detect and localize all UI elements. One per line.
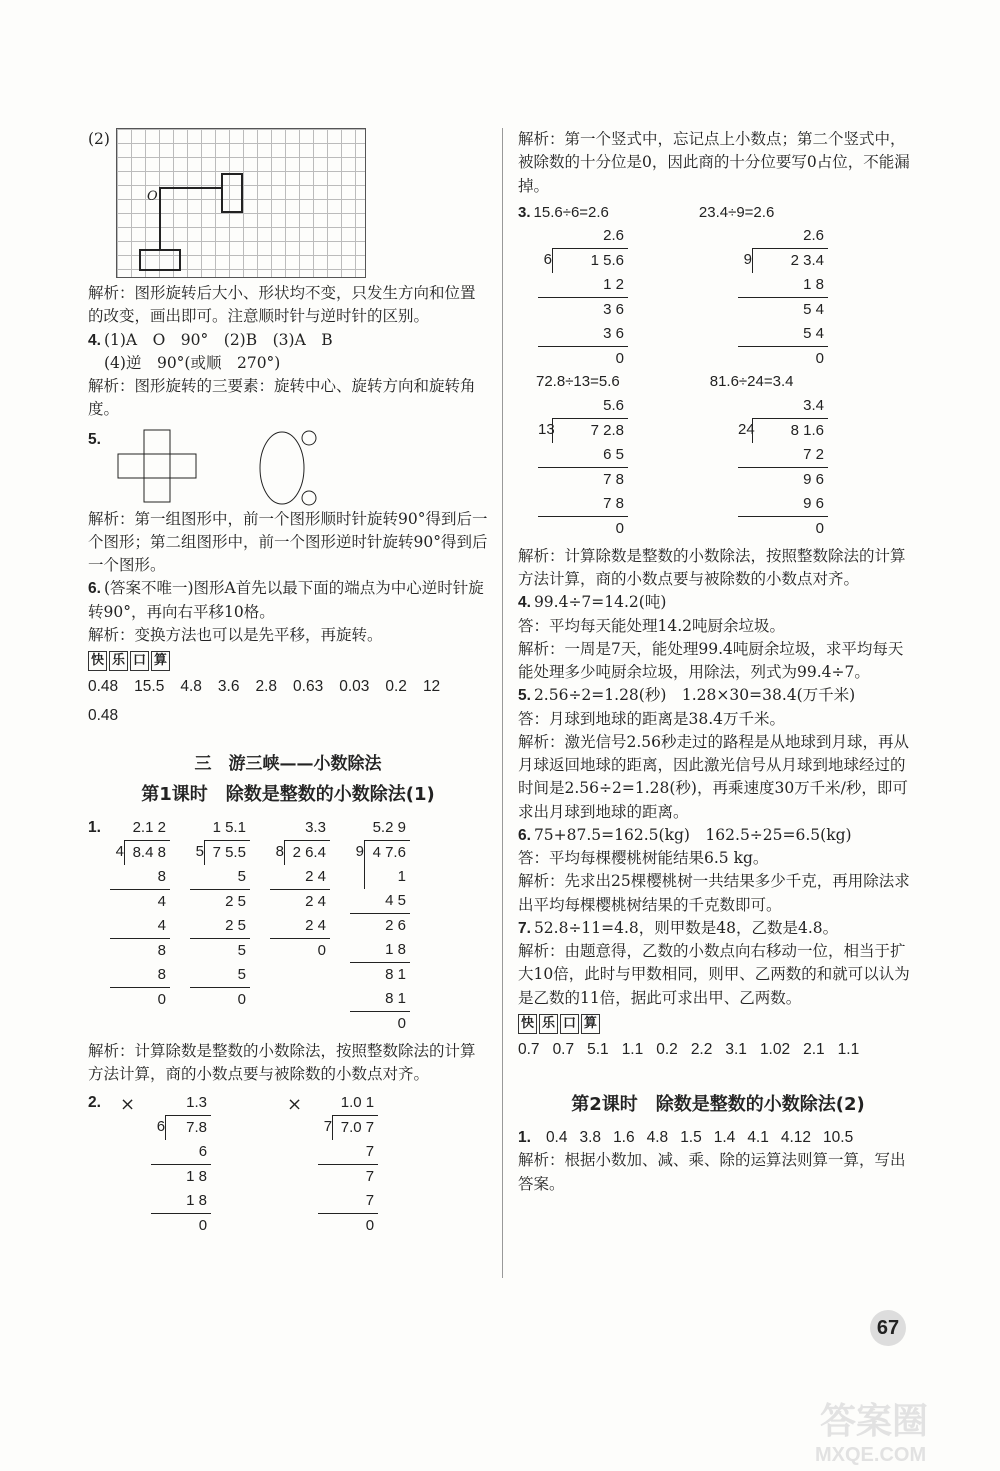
mental-math-badge xyxy=(88,651,488,671)
division-step: 7 xyxy=(318,1140,378,1165)
q3-number: 3. xyxy=(518,203,531,221)
long-division xyxy=(318,1091,378,1238)
badge-char: 算 xyxy=(151,651,170,671)
mental-value: 0.2 xyxy=(656,1040,678,1058)
q5-block xyxy=(88,428,488,508)
dividend: 7 2.8 xyxy=(552,418,628,443)
cross-mark: × xyxy=(119,1093,136,1115)
division-step: 8 1 xyxy=(350,987,410,1012)
answer-analysis-r4: 解析：一周是7天，能处理99.4吨厨余垃圾，求平均每天能处理多少吨厨余垃圾，用除法，列式为99.4÷7。 xyxy=(518,639,904,681)
answer-analysis-2: 解析：图形旋转后大小、形状均不变，只发生方向和位置的改变，画出即可。注意顺时针与逆时针的区别。 xyxy=(88,284,476,326)
lesson2-analysis: 解析：根据小数加、减、乘、除的运算法则算一算，写出答案。 xyxy=(518,1151,906,1193)
long-division xyxy=(110,816,170,1036)
division-step: 2 5 xyxy=(190,914,250,939)
division-step: 0 xyxy=(157,991,166,1008)
q5-number: 5. xyxy=(518,687,531,705)
q4-text: 99.4÷7=14.2(吨) xyxy=(533,593,667,612)
division-group xyxy=(518,224,918,371)
long-division xyxy=(151,1091,211,1238)
division-step: 4 xyxy=(110,914,170,939)
division-step: 8 xyxy=(157,942,166,959)
division-row xyxy=(738,418,828,443)
mental-value: 0.7 xyxy=(518,1040,540,1058)
dividend: 2 6.4 xyxy=(284,840,330,865)
q4-line2: (4)逆 90°(或顺 270°) xyxy=(104,353,281,372)
mental-math-row xyxy=(88,675,488,698)
long-division xyxy=(538,394,628,541)
r-q6 xyxy=(518,824,918,847)
division-step: 0 xyxy=(198,1216,208,1234)
mental-value: 2.1 xyxy=(803,1040,825,1058)
division-step: 5 xyxy=(190,963,250,988)
division-step: 5 4 xyxy=(738,322,828,347)
badge-char: 快 xyxy=(88,651,107,671)
answer-analysis-5: 解析：第一组图形中，前一个图形顺时针旋转90°得到后一个图形；第二组图形中，前一个图形逆时针旋转90°得到后一个图形。 xyxy=(88,509,488,574)
division-step: 1 2 xyxy=(538,273,628,298)
mental-math-row-r xyxy=(518,1038,918,1061)
divisor: 7 xyxy=(323,1117,333,1135)
q6-text: 75+87.5=162.5(kg) 162.5÷25=6.5(kg) xyxy=(533,825,852,844)
answer-analysis-4: 解析：图形旋转的三要素：旋转中心、旋转方向和旋转角度。 xyxy=(88,377,476,419)
division-step: 1 8 xyxy=(738,273,828,298)
division-row xyxy=(270,840,330,865)
mental-value: 0.03 xyxy=(339,678,370,695)
division-group xyxy=(318,1091,378,1238)
division-step: 0 xyxy=(365,1216,375,1234)
division-step: 9 6 xyxy=(738,492,828,517)
answer-analysis-6: 解析：变换方法也可以是先平移，再旋转。 xyxy=(88,625,383,644)
divisor: 24 xyxy=(738,420,755,438)
badge-char: 口 xyxy=(130,651,149,671)
mental-value: 3.6 xyxy=(217,678,240,695)
l2-value: 3.8 xyxy=(579,1129,602,1146)
unit-title: 三 游三峡——小数除法 xyxy=(194,753,382,774)
lesson1-title: 第1课时 除数是整数的小数除法(1) xyxy=(141,784,435,805)
q6-number: 6. xyxy=(88,580,101,598)
rotation-grid xyxy=(116,128,366,278)
division-row xyxy=(110,840,170,865)
quotient: 2.6 xyxy=(603,227,624,245)
mental-value: 12 xyxy=(422,678,441,695)
division-step: 1 8 xyxy=(350,938,410,963)
division-step: 3 6 xyxy=(538,322,628,347)
equation: 81.6÷24=3.4 xyxy=(709,373,794,391)
division-step: 6 xyxy=(151,1140,211,1165)
division-step: 2 4 xyxy=(270,865,330,890)
l2-value: 4.12 xyxy=(780,1129,812,1146)
q2-grid-block xyxy=(88,128,488,278)
grid-segment-v xyxy=(159,187,161,249)
division-step: 9 6 xyxy=(803,470,824,488)
division-step: 1 8 xyxy=(186,1167,208,1185)
division-step: 0 xyxy=(815,519,824,537)
badge-char: 乐 xyxy=(539,1014,558,1034)
division-step: 1 8 xyxy=(151,1189,211,1214)
right-column xyxy=(518,128,918,1196)
cross-mark: × xyxy=(287,1093,303,1115)
q5-text: 2.56÷2=1.28(秒) 1.28×30=38.4(万千米) xyxy=(533,686,856,705)
r-ans6: 答：平均每棵樱桃树能结果6.5 kg。 xyxy=(518,849,769,867)
quotient: 3.4 xyxy=(803,396,824,414)
division-step: 2 4 xyxy=(305,893,326,910)
division-step: 2 5 xyxy=(225,893,246,910)
division-step: 8 1 xyxy=(385,966,406,983)
division-step: 0 xyxy=(815,350,824,368)
dividend: 7.0 7 xyxy=(332,1115,378,1140)
division-step: 7 8 xyxy=(538,492,628,517)
q6 xyxy=(88,577,488,624)
quotient: 3.3 xyxy=(305,819,326,836)
q3-equations-1 xyxy=(518,202,918,225)
l2-value: 0.4 xyxy=(545,1129,568,1146)
answer-analysis-r3: 解析：计算除数是整数的小数除法，按照整数除法的计算方法计算，商的小数点要与被除数的小数点对齐。 xyxy=(518,546,906,588)
l2-value: 1.6 xyxy=(613,1129,635,1146)
watermark-url: MXQE.COM xyxy=(815,1444,927,1466)
q5-shapes xyxy=(114,428,414,508)
division-step: 7 8 xyxy=(603,470,624,488)
mental-value: 2.2 xyxy=(690,1040,713,1058)
r-q5 xyxy=(518,684,918,707)
grid-rect-b xyxy=(139,249,181,271)
grid-origin-label: O xyxy=(146,189,158,204)
division-row xyxy=(350,840,410,889)
mental-value: 3.1 xyxy=(725,1040,747,1058)
mental-math-badge xyxy=(518,1014,918,1034)
division-step: 2 6 xyxy=(385,917,406,934)
division-step: 6 5 xyxy=(538,443,628,468)
q7-text: 52.8÷11=4.8，则甲数是48，乙数是4.8。 xyxy=(533,918,839,937)
equation: 23.4÷9=2.6 xyxy=(698,203,775,221)
divisor: 9 xyxy=(743,251,752,269)
long-division xyxy=(538,224,628,371)
lesson2-title: 第2课时 除数是整数的小数除法(2) xyxy=(571,1094,865,1115)
division-step: 0 xyxy=(397,1015,406,1032)
mental-value: 1.02 xyxy=(759,1040,791,1058)
q2-label: (2) xyxy=(88,130,110,148)
division-row xyxy=(538,418,628,443)
q1-number: 1. xyxy=(88,819,101,836)
division-step: 4 5 xyxy=(350,889,410,914)
q1-divisions xyxy=(88,816,488,1036)
badge-char: 快 xyxy=(518,1014,537,1034)
l2-value: 1.5 xyxy=(680,1129,702,1146)
division-group xyxy=(151,1091,211,1238)
column-divider xyxy=(502,128,503,1278)
answer-analysis-1: 解析：计算除数是整数的小数除法，按照整数除法的计算方法计算，商的小数点要与被除数的小数点对齐。 xyxy=(88,1042,476,1084)
grid-rect-a xyxy=(221,173,243,213)
mental-value: 4.8 xyxy=(180,678,202,695)
q4-text1: (1)A O 90° (2)B (3)A B xyxy=(103,330,333,349)
l2-value: 1.4 xyxy=(713,1129,736,1146)
mental-value: 0.48 xyxy=(88,678,119,695)
division-row xyxy=(538,248,628,273)
division-step: 0 xyxy=(317,942,326,959)
q6-number: 6. xyxy=(518,826,531,844)
division-step: 7 2 xyxy=(738,443,828,468)
quotient: 1.3 xyxy=(186,1093,208,1111)
long-division xyxy=(738,224,828,371)
r-ans4: 答：平均每天能处理14.2吨厨余垃圾。 xyxy=(518,616,786,635)
division-group xyxy=(110,816,410,1036)
division-step: 0 xyxy=(615,519,624,537)
divisor: 13 xyxy=(538,420,555,438)
quotient: 1 5.1 xyxy=(212,819,246,836)
division-step: 8 xyxy=(110,865,170,890)
division-row xyxy=(151,1115,211,1140)
q4-number: 4. xyxy=(88,331,101,349)
answer-analysis-r6: 解析：先求出25棵樱桃树一共结果多少千克，再用除法求出平均每棵樱桃树结果的千克数即可。 xyxy=(518,872,910,914)
equation: 15.6÷6=2.6 xyxy=(533,203,609,221)
dividend: 4 7.6 1 xyxy=(364,840,410,889)
long-division xyxy=(270,816,330,1036)
quotient: 2.1 2 xyxy=(132,819,166,836)
dividend: 1 5.6 xyxy=(552,248,628,273)
lesson2-q1 xyxy=(518,1126,918,1149)
divisor: 6 xyxy=(543,251,552,269)
division-step: 5 xyxy=(237,942,246,959)
division-step: 2 4 xyxy=(270,914,330,939)
division-step: 0 xyxy=(237,991,246,1008)
q2-divisions xyxy=(88,1091,488,1238)
dividend: 8.4 8 xyxy=(124,840,170,865)
divisor: 9 xyxy=(355,843,364,860)
division-group xyxy=(518,394,918,541)
quotient: 2.6 xyxy=(803,227,824,245)
quotient: 5.6 xyxy=(603,396,624,414)
quotient: 1.0 1 xyxy=(340,1093,375,1111)
l2-value: 4.1 xyxy=(747,1129,769,1146)
mental-math-row-2 xyxy=(88,704,488,727)
mental-value: 1.1 xyxy=(837,1040,860,1058)
q6-text: (答案不唯一)图形A首先以最下面的端点为中心逆时针旋转90°，再向右平移10格。 xyxy=(88,579,484,621)
mental-value: 0.63 xyxy=(293,678,324,695)
division-step: 7 xyxy=(365,1167,375,1185)
divisor: 6 xyxy=(156,1117,166,1135)
q4-number: 4. xyxy=(518,594,531,612)
answer-analysis-r7: 解析：由题意得，乙数的小数点向右移动一位，相当于扩大10倍，此时与甲数相同，则甲、乙两数的和就可以认为是乙数的11倍，据此可求出甲、乙两数。 xyxy=(518,942,910,1007)
division-step: 7 xyxy=(318,1189,378,1214)
division-step: 5 4 xyxy=(803,301,824,319)
answer-analysis-r5: 解析：激光信号2.56秒走过的路程是从地球到月球，再从月球返回地球的距离，因此激光信号从月球到地球经过的时间是2.56÷2=1.28(秒)，再乘速度30万千米/秒，即可求出月球到地球的距离。 xyxy=(518,732,910,821)
q4-line1 xyxy=(88,329,488,352)
q2-number: 2. xyxy=(88,1093,101,1111)
page-number: 67 xyxy=(870,1310,906,1346)
answer-analysis-r2: 解析：第一个竖式中，忘记点上小数点；第二个竖式中，被除数的十分位是0，因此商的十分位要写0占位，不能漏掉。 xyxy=(518,130,910,195)
dividend: 7.8 xyxy=(165,1115,211,1140)
r-ans5: 答：月球到地球的距离是38.4万千米。 xyxy=(518,709,786,728)
watermark-logo: 答案圈 xyxy=(820,1401,929,1442)
quotient: 5.2 9 xyxy=(372,819,406,836)
mental-value: 0.48 xyxy=(88,707,119,725)
division-step: 0 xyxy=(615,350,624,368)
badge-char: 算 xyxy=(581,1014,600,1034)
dividend: 2 3.4 xyxy=(752,248,828,273)
mental-value: 5.1 xyxy=(587,1040,609,1058)
r-q7 xyxy=(518,917,918,940)
mental-value: 1.1 xyxy=(621,1040,644,1058)
division-step: 4 xyxy=(157,893,166,910)
dividend: 8 1.6 xyxy=(752,418,828,443)
mental-value: 15.5 xyxy=(134,678,165,695)
division-row xyxy=(738,248,828,273)
q7-number: 7. xyxy=(518,919,531,937)
l2-value: 4.8 xyxy=(646,1129,669,1146)
l2-value: 10.5 xyxy=(823,1129,854,1146)
q1-number: 1. xyxy=(518,1129,531,1146)
q3-equations-2 xyxy=(518,371,918,394)
grid-segment-h xyxy=(159,187,221,189)
dividend: 7 5.5 xyxy=(204,840,250,865)
long-division xyxy=(738,394,828,541)
division-step: 5 xyxy=(190,865,250,890)
division-row xyxy=(318,1115,378,1140)
r-q4 xyxy=(518,591,918,614)
left-column xyxy=(88,128,488,1238)
division-step: 3 6 xyxy=(603,301,624,319)
divisor: 8 xyxy=(275,843,284,860)
mental-value: 2.8 xyxy=(255,678,278,695)
long-division xyxy=(190,816,250,1036)
mental-value: 0.7 xyxy=(552,1040,575,1058)
equation: 72.8÷13=5.6 xyxy=(536,373,620,391)
q5-number: 5. xyxy=(88,430,101,448)
divisor: 4 xyxy=(115,843,124,860)
mental-value: 0.2 xyxy=(385,678,407,695)
badge-char: 乐 xyxy=(109,651,128,671)
division-row xyxy=(190,840,250,865)
divisor: 5 xyxy=(195,843,204,860)
badge-char: 口 xyxy=(560,1014,579,1034)
long-division xyxy=(350,816,410,1036)
division-step: 8 xyxy=(110,963,170,988)
